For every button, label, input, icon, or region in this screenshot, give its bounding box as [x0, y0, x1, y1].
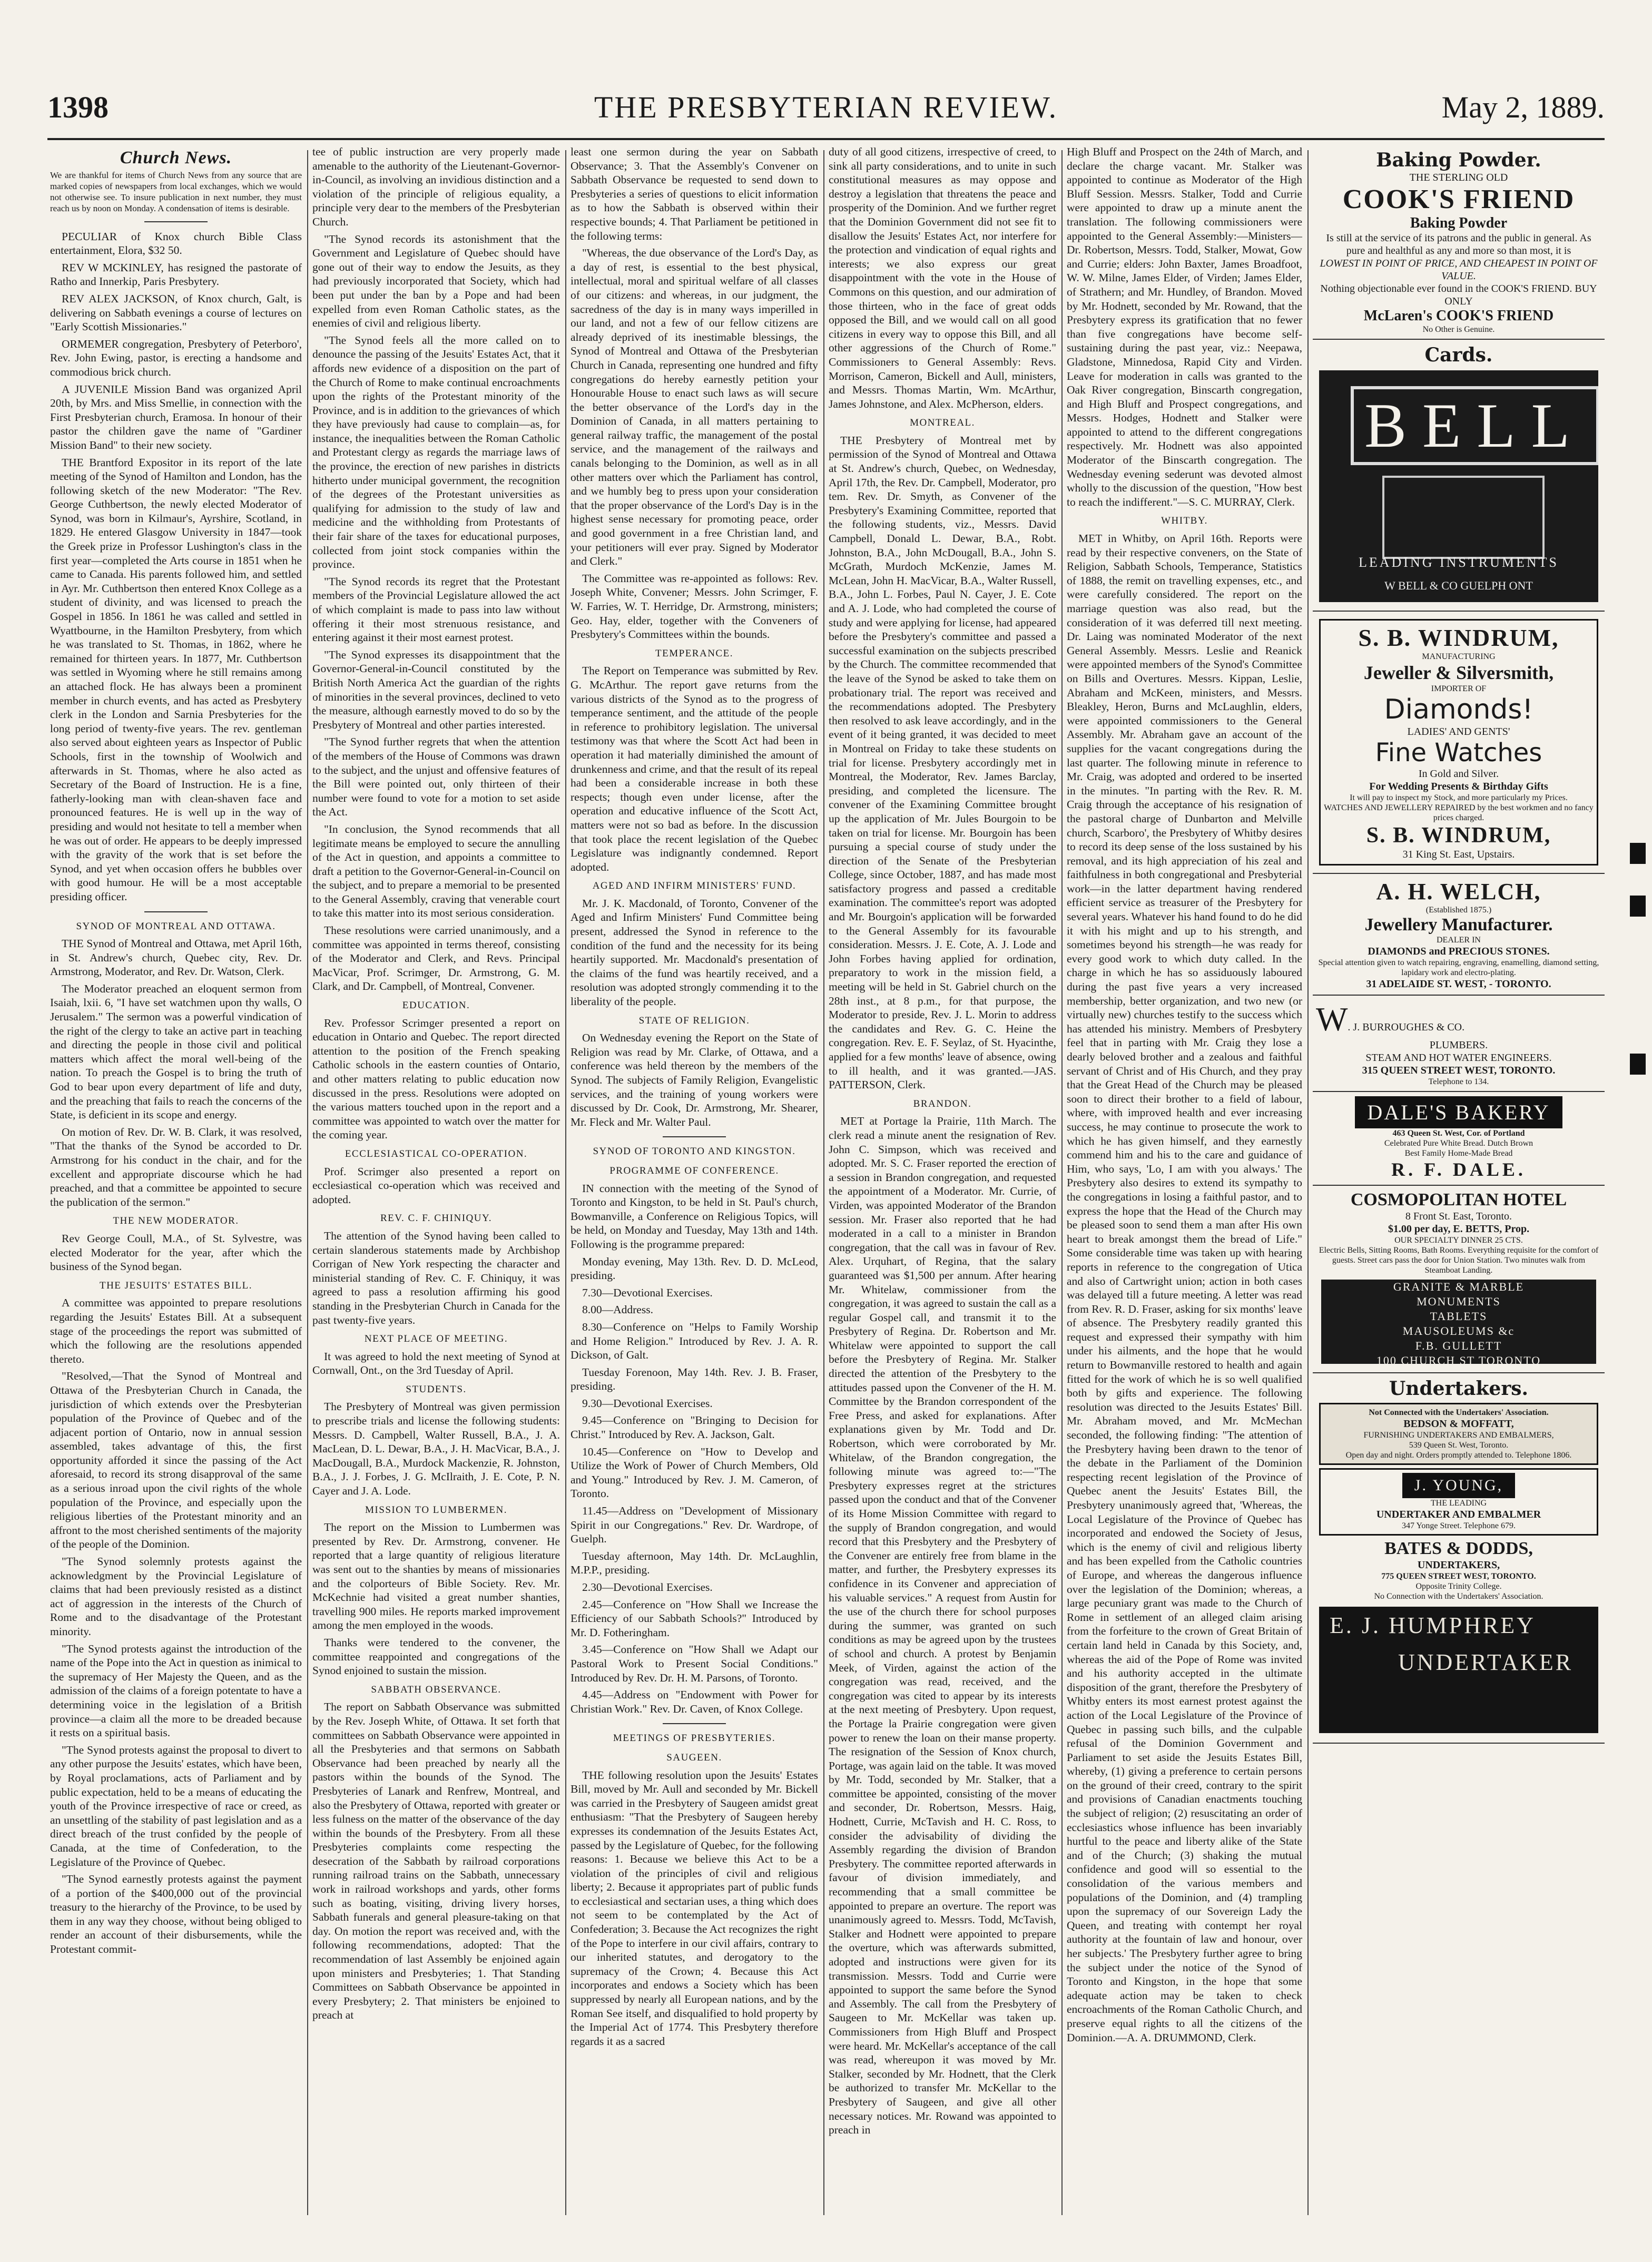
ad-title: S. B. WINDRUM, — [1358, 624, 1559, 651]
news-item: REV ALEX JACKSON, of Knox church, Galt, is delivering on Sabbath evenings a course of lectures on "Early Scottish Missionaries." — [50, 292, 302, 333]
ad-text: No Other is Genuine. — [1422, 325, 1495, 334]
masthead — [47, 90, 1605, 132]
ad-category-heading: Baking Powder. — [1376, 149, 1541, 171]
undertakers-section — [1313, 1373, 1605, 1744]
rule — [663, 1136, 726, 1137]
paragraph: Tuesday afternoon, May 14th. Dr. McLaughlin, M.P.P., presiding. — [571, 1549, 818, 1577]
ad-text: THE LEADING — [1430, 1499, 1487, 1508]
ad-text: 8 Front St. East, Toronto. — [1405, 1211, 1512, 1222]
ad-text: Celebrated Pure White Bread. Dutch Brown — [1384, 1139, 1533, 1148]
paragraph: THE Synod of Montreal and Ottawa, met April 16th, in St. Andrew's church, Quebec city, Rev. Dr. Armstrong, Moderator, and Rev. Dr. Watson, Clerk. — [50, 937, 302, 978]
drop-cap: W — [1316, 1000, 1348, 1038]
paragraph: Monday evening, May 13th. Rev. D. D. McLeod, presiding. — [571, 1255, 818, 1282]
organ-illustration — [1382, 476, 1545, 559]
column-1 — [50, 145, 302, 2220]
paragraph: 4.45—Address on "Endowment with Power for Christian Work." Rev. Dr. Caven, of Knox College. — [571, 1688, 818, 1715]
subsection-heading: EDUCATION. — [402, 1000, 470, 1011]
ad-category-heading: Undertakers. — [1389, 1378, 1529, 1400]
ad-text: LEADING INSTRUMENTS — [1358, 555, 1559, 570]
paragraph: "The Synod records its astonishment that the Government and Legislature of Quebec should have gone out of their way to endow the Jesuits, as they had previously incorporated that Society, which had been put under the ban by a Pope and had been expelled from even Roman Catholic states, as the enemies of civil and religious liberty. — [312, 232, 560, 330]
subsection-heading: STUDENTS. — [406, 1383, 467, 1395]
ad-text: 31 King St. East, Upstairs. — [1402, 849, 1515, 860]
subsection-heading: THE NEW MODERATOR. — [113, 1215, 239, 1227]
rule — [663, 1723, 726, 1724]
ad-text: MANUFACTURING — [1422, 652, 1496, 661]
ad-text: Is still at the service of its patrons and the public in general. As pure and healthful as any and more so than most, it is — [1326, 232, 1591, 257]
ad-text: McLaren's COOK'S FRIEND — [1363, 308, 1554, 324]
church-news-notice: We are thankful for items of Church News from any source that are marked copies of newspapers from local exchanges, which we would not otherwise see. To insure publication in next number, they must reach us by noon on Monday. A condensation of items is desirable. — [50, 170, 302, 213]
ad-text: WATCHES AND JEWELLERY REPAIRED by the best workmen and no fancy prices charged. — [1324, 803, 1594, 822]
column-divider — [565, 150, 566, 2215]
ad-text: UNDERTAKERS, — [1417, 1559, 1500, 1571]
ad-text: Open day and night. Orders promptly attended to. Telephone 1806. — [1345, 1451, 1572, 1460]
monument-ad — [1321, 1280, 1596, 1367]
burroughes-ad — [1313, 996, 1605, 1092]
column-divider — [823, 150, 824, 2215]
ad-text: Not Connected with the Undertakers' Association. — [1369, 1408, 1549, 1417]
ad-text: Best Family Home-Made Bread — [1404, 1149, 1513, 1158]
paragraph: Rev George Coull, M.A., of St. Sylvestre, was elected Moderator for the year, after which the business of the Synod began. — [50, 1232, 302, 1273]
humphrey-undertaker-ad — [1319, 1607, 1598, 1733]
paragraph: duty of all good citizens, irrespective of creed, to sink all party considerations, and to unite in such constitutional measures as may oppose and destroy a legislation that threatens the peace and prosperity of the Dominion. And we further regret that the Dominion Government did not see fit to disallow the Jesuits' Estates Act, nor interfere for the protection and vindication of equal rights and interests; we also express our great disappointment with the vote in the House of Commons on this question, and our admiration of those thirteen, who in the face of great odds opposed the Bill, and we would call on all good citizens in every way to oppose this Bill, and all other aggressions of the Church of Rome." Commissioners to General Assembly: Revs. Morrison, Cameron, Bickell and Aull, ministers, and Messrs. Thomas Martin, Wm. McArthur, James Johnstone, and Alex. McPherson, elders. — [829, 145, 1056, 410]
ad-text: Opposite Trinity College. — [1415, 1582, 1502, 1591]
paragraph: The report on the Mission to Lumbermen was presented by Rev. Dr. Armstrong, convener. He reported that a large quantity of religious literature was sent out to the shanties by means of missionaries and the colporteurs of Bible Society. Rev. Mr. McKechnie had visited a great number shanties, travelling 900 miles. He reports marked improvement among the men employed in the woods. — [312, 1521, 560, 1632]
ad-category-heading: Cards. — [1424, 344, 1493, 366]
paragraph: Mr. J. K. Macdonald, of Toronto, Convener of the Aged and Infirm Ministers' Fund Committee being present, addressed the Synod in reference to the condition of the fund and the necessity for its being heartily supported. Mr. Macdonald's presentation of the claims of the fund was heartily received, and a resolution was adopted strongly commending it to the liberality of the people. — [571, 897, 818, 1008]
paragraph: High Bluff and Prospect on the 24th of March, and declare the charge vacant. Mr. Stalker was appointed to continue as Moderator of the High Bluff Session. Messrs. Stalker, Todd and Currie were appointed to draw up a minute anent the translation. The following commissioners were appointed to the General Assembly:—Ministers—Dr. Robertson, Messrs. Todd, Stalker, Mowat, Gow and Currie; elders: John Baxter, James Broadfoot, W. W. Milne, James Elder, of Virden; James Elder, of Strathern; and Mr. Hundley, of Brandon. Moved by Mr. Hodnett, seconded by Mr. Rowand, that the Presbytery express its gratification that no fewer than five congregations have become self-sustaining during the past year, viz.: Neepawa, Gladstone, Minnedosa, Rapid City and Virden. Leave for moderation in calls was granted to the Oak River congregation, Binscarth congregation, and High Bluff and Prospect congregations, and Messrs. Hodges, Hodnett and Stalker were appointed to attend to the different congregations respectively. Mr. Hodnett was also appointed Moderator of the Binscarth congregation. The Wednesday evening sederunt was devoted almost wholly to the discussion of the question, "How best to reach the indifferent."—S. C. MURRAY, Clerk. — [1067, 145, 1302, 508]
paragraph: 10.45—Conference on "How to Develop and Utilize the Work of Power of Church Members, Old and Young." Introduced by Rev. J. M. Cameron, of Toronto. — [571, 1445, 818, 1500]
news-item: PECULIAR of Knox church Bible Class entertainment, Elora, $32 50. — [50, 230, 302, 257]
ad-text: UNDERTAKER AND EMBALMER — [1376, 1509, 1541, 1520]
paragraph: THE following resolution upon the Jesuits' Estates Bill, moved by Mr. Aull and seconded by Mr. Bickell was carried in the Presbytery of Saugeen amidst great enthusiasm: "That the Presbytery of Saugeen hereby expresses its condemnation of the Jesuits Estates Act, passed by the Legislature of Quebec, for the following reasons: 1. Because we believe this Act to be a violation of the principles of civil and religious liberty; 2. Because it appropriates part of public funds to ecclesiastical and sectarian uses, a thing which does not seem to be contemplated by the Act of Confederation; 3. Because the Act recognizes the right of the Pope to interfere in our civil affairs, contrary to our inherited statutes, and derogatory to the supremacy of the Crown; 4. Because this Act incorporates and endows a Society which has been suppressed by nearly all European nations, and by the Roman See itself, and disqualified to hold property by the Imperial Act of 1774. This Presbytery therefore regards it as a sacred — [571, 1768, 818, 2048]
ad-text: It will pay to inspect my Stock, and more particularly my Prices. — [1350, 793, 1568, 802]
ad-title: . J. BURROUGHES & CO. — [1348, 1021, 1465, 1033]
ad-text: Fine Watches — [1375, 738, 1542, 768]
ad-text: F.B. GULLETT — [1415, 1339, 1502, 1352]
paragraph: 11.45—Address on "Development of Missionary Spirit in our Congregations." Rev. Dr. Wardrope, of Guelph. — [571, 1504, 818, 1546]
ad-text: 775 QUEEN STREET WEST, TORONTO. — [1381, 1572, 1536, 1581]
scan-mark — [1630, 896, 1646, 917]
paragraph: On motion of Rev. Dr. W. B. Clark, it was resolved, "That the thanks of the Synod be accorded to Dr. Armstrong for his conduct in the chair, and for the excellent and appropriate discourse which he had preached, and that a committee be appointed to secure the publication of the sermon." — [50, 1125, 302, 1208]
church-news-heading: Church News. — [120, 148, 232, 168]
cooks-friend-ad — [1313, 145, 1605, 340]
scan-mark — [1630, 1054, 1646, 1075]
paragraph: "Whereas, the due observance of the Lord's Day, as a day of rest, is essential to the best physical, intellectual, moral and spiritual welfare of all classes of our citizens: and whereas, in our judgment, the sacredness of the day is in many ways imperilled in our land, and not a few of our fellow citizens are already deprived of its inestimable blessings, the Synod of Montreal and Ottawa of the Presbyterian Church in Canada, representing one hundred and fifty congregations do hereby earnestly petition your Honourable House to enact such laws as will secure the better observance of the Lord's day in the Dominion of Canada, in all matters pertaining to general railway traffic, the management of the postal service, and the management of the railways and canals belonging to the Dominion, as well as in all other matters over which the Parliament has control, and we humbly beg to press upon your consideration that the proper observance of the Lord's Day is in the highest sense necessary for promoting peace, order and good government in a free Christian land, and your petitioners will ever pray. Signed by Moderator and Clerk." — [571, 247, 818, 568]
paragraph: 3.45—Conference on "How Shall we Adapt our Pastoral Work to Present Social Conditions." Introduced by Rev. Dr. H. M. Parsons, of Toronto. — [571, 1643, 818, 1684]
paragraph: 2.45—Conference on "How Shall we Increase the Efficiency of our Sabbath Schools?" Introduced by Mr. D. Fotheringham. — [571, 1598, 818, 1639]
column-3 — [571, 145, 818, 2220]
column-2 — [312, 145, 560, 2220]
paragraph: THE Presbytery of Montreal met by permission of the Synod of Montreal and Ottawa at St. Andrew's church, Quebec, on Wednesday, April 17th, the Rev. Dr. Campbell, Moderator, pro tem. Rev. Dr. Smyth, as Convener of the Presbytery's Examining Committee, reported that the following students, viz., Messrs. David Campbell, Donald L. Dewar, B.A., Robt. Johnston, B.A., John McDougall, B.A., John S. McGrath, Murdoch McKenzie, James M. McLean, John H. MacVicar, B.A., Walter Russell, B.A., John L. Forbes, Paul N. Cayer, J. E. Cote and A. J. Lode, who had completed the course of study and were applying for license, had appeared before the Presbytery's committee and passed a successful examination on the subjects prescribed by the Church. The committee recommended that the leave of the Synod be asked to take them on probationary trial. The report was received and the recommendations adopted. The Presbytery then resolved to ask leave accordingly, and in the event of it being granted, it was decided to meet in Montreal on Friday to take these students on trial for license. Presbytery accordingly met in Montreal, the Moderator, Rev. James Barclay, presiding, and completed the licensure. The convener of the Examining Committee brought up the application of Mr. Jules Bourgoin to be taken on trial for license. Mr. Bourgoin has been pursuing a special course of study under the direction of the Senate of the Presbyterian College, since October, 1887, and has made most satisfactory progress and passed a creditable examination. The committee's report was adopted and Mr. Bourgoin's application will be forwarded to the General Assembly for its favourable consideration. Messrs. J. E. Cote, A. J. Lode and John Forbes having applied for ordination, preparatory to work in the mission field, a meeting will be held in St. Gabriel church on the 28th inst., at 8 p.m., for that purpose, the Moderator to preside, Rev. J. L. Morin to address the candidates and Rev. G. C. Heine the congregation. Rev. E. F. Seylaz, of St. Hyacinthe, applied for a few months' leave of absence, owing to ill health, and it was granted.—JAS. PATTERSON, Clerk. — [829, 434, 1056, 1091]
paragraph: "The Synod feels all the more called on to denounce the passing of the Jesuits' Estates Act, that it affords new evidence of a disposition on the part of the Church of Rome to make continual encroachments upon the rights of the Protestant minority of the Province, and is in addition to the grievances of which they have previously had cause to complain—as, for instance, the inequalities between the Roman Catholic and Protestant clergy as regards the marriage laws of the province, the erection of new parishes in districts hitherto under municipal government, the recognition of the degrees of the Protestant universities as qualifying for admission to the study of law and medicine and the withholding from Protestants of their fair share of the taxes for educational purposes, collected from joint stock companies within the province. — [312, 333, 560, 571]
section-heading: SYNOD OF MONTREAL AND OTTAWA. — [76, 920, 276, 932]
ad-text: OUR SPECIALTY DINNER 25 CTS. — [1394, 1236, 1523, 1245]
paragraph: 2.30—Devotional Exercises. — [582, 1581, 713, 1594]
ad-text: GRANITE & MARBLE — [1393, 1280, 1525, 1293]
paragraph: "The Synod records its regret that the Protestant members of the Provincial Legislature allowed the act of which complaint is made to pass into law without offering it their most strenuous resistance, and entering against it their most earnest protest. — [312, 575, 560, 644]
ad-title: E. J. HUMPHREY — [1330, 1612, 1536, 1638]
ad-text: PLUMBERS. — [1429, 1039, 1488, 1051]
paragraph: The Report on Temperance was submitted by Rev. G. McArthur. The report gave returns from the various districts of the Synod as to the progress of temperance sentiment, and the attitude of the people in reference to prohibitory legislation. The universal testimony was that where the Scott Act had been in operation it had materially diminished the amount of drunkenness and crime, and that the result of its repeal had been a considerable increase in both these respects; though even under license, after the operation and educative influence of the Scott Act, matters were not so bad as before. In the discussion that took place the recent legislation of the Quebec Legislature was indignantly condemned. Report adopted. — [571, 664, 818, 873]
ad-text: IMPORTER OF — [1431, 684, 1487, 693]
ad-text: Special attention given to watch repairing, engraving, enamelling, diamond setting, lapidary work and electro-plating. — [1318, 958, 1599, 977]
ad-text: (Established 1875.) — [1425, 906, 1492, 914]
paragraph: Tuesday Forenoon, May 14th. Rev. J. B. Fraser, presiding. — [571, 1365, 818, 1393]
ad-text: R. F. DALE. — [1391, 1159, 1526, 1180]
cosmopolitan-hotel-ad — [1313, 1186, 1605, 1373]
ad-text: TABLETS — [1430, 1310, 1488, 1323]
newspaper-title: THE PRESBYTERIAN REVIEW. — [594, 90, 1058, 124]
paragraph: It was agreed to hold the next meeting of Synod at Cornwall, Ont., on the 3rd Tuesday of April. — [312, 1350, 560, 1377]
subsection-heading: AGED AND INFIRM MINISTERS' FUND. — [592, 880, 796, 892]
windrum-ad — [1313, 612, 1605, 874]
ad-text: Electric Bells, Sitting Rooms, Bath Rooms. Everything requisite for the comfort of guests. Street cars pass the door for Union Station. Two minutes walk from Steamboat Landing. — [1319, 1246, 1599, 1275]
ad-text: DEALER IN — [1437, 936, 1481, 945]
cards-section — [1313, 340, 1605, 612]
paragraph: tee of public instruction are very properly made amenable to the authority of the Lieutenant-Governor-in-Council, as involving an invidious distinction and a violation of the principle of religious equality, a principle very dear to the members of the Presbyterian Church. — [312, 145, 560, 228]
subsection-heading: THE JESUITS' ESTATES BILL. — [99, 1280, 252, 1291]
paragraph: Rev. Professor Scrimger presented a report on education in Ontario and Quebec. The report directed attention to the position of the French speaking Catholic schools in the eastern counties of Ontario, and other matters relating to public education now discussed in the press. Resolutions were adopted on the various matters touched upon in the report and a committee was appointed to watch over the matter for the coming year. — [312, 1016, 560, 1142]
paragraph: On Wednesday evening the Report on the State of Religion was read by Mr. Clarke, of Ottawa, and a conference was held thereon by the members of the Synod. The subjects of Family Religion, Evangelistic services, and the training of young workers were discussed by Dr. Cook, Dr. Armstrong, Mr. Shearer, Mr. Fleck and Mr. Walter Paul. — [571, 1031, 818, 1128]
subsection-heading: ECCLESIASTICAL CO-OPERATION. — [345, 1148, 528, 1159]
ad-text: Diamonds! — [1384, 694, 1533, 725]
paragraph: The Moderator preached an eloquent sermon from Isaiah, lxii. 6, "I have set watchmen upon thy walls, O Jerusalem." The sermon was a powerful vindication of the right of the clergy to take an active part in teaching and directing the people in those civil and political matters which affect the moral well-being of the nation. To preach the Gospel is to bring the truth of God to bear upon every department of life and duty, and the preaching that fails to reach the concerns of the State, is deficient in its scope and energy. — [50, 982, 302, 1122]
subsection-heading: PROGRAMME OF CONFERENCE. — [609, 1165, 779, 1176]
ad-text: MONUMENTS — [1417, 1295, 1501, 1308]
section-heading: MEETINGS OF PRESBYTERIES. — [613, 1733, 776, 1744]
ad-text: 100 CHURCH ST TORONTO — [1376, 1354, 1541, 1367]
rule — [144, 221, 208, 222]
ad-text: DIAMONDS and PRECIOUS STONES. — [1368, 946, 1550, 957]
paragraph: 9.30—Devotional Exercises. — [582, 1396, 713, 1410]
subsection-heading: WHITBY. — [1161, 515, 1208, 527]
paragraph: MET in Whitby, on April 16th. Reports were read by their respective conveners, on the State of Religion, Sabbath Schools, Temperance, Statistics of 1888, the remit on travelling expenses, etc., and were carefully considered. The report on the marriage question was also read, but the consideration of it was deferred till next meeting. Dr. Laing was nominated Moderator of the next General Assembly. Messrs. Leslie and Reanick were appointed members of the Synod's Committee on Bills and Overtures. Messrs. Kippan, Leslie, Abraham and McKeen, ministers, and Messrs. Bleakley, Heron, Burns and McLaughlin, elders, were appointed commissioners to the General Assembly. Mr. Abraham gave an account of the supplies for the vacant congregations during the last quarter. The following minute in reference to Mr. Craig, was adopted and ordered to be inserted in the minutes. "In parting with the Rev. R. M. Craig through the acceptance of his resignation of the pastoral charge of Dunbarton and Melville church, Scarboro', the Presbytery of Whitby desires to record its deep sense of the loss sustained by his removal, and its high appreciation of his zeal and faithfulness in both congregational and Presbyterial work—in the latter department having rendered efficient service as treasurer of the Presbytery for several years. Whatever his hand found to do he did it with his might and up to his strength, and sometimes beyond his strength—he was ready for every good work to which duty called. In the charge in which he has so assiduously laboured during the past five years a very increased membership, better organization, and two new (or virtually new) churches testify to the success which has attended his ministry. Members of Presbytery feel that in parting with Mr. Craig they lose a dearly beloved brother and a zealous and faithful servant of Christ and of His Church, and they pray that the Great Head of the Church may be pleased soon to direct their brother to a field of labour, where, with improved health and ever increasing success, he may continue to prosecute the work to which he has given himself, and they earnestly commend him and his to the care and guidance of Him, who says, 'Lo, I am with you always.' The Presbytery also desires to extend its sympathy to the congregations in losing a faithful pastor, and to express the hope that the Head of the Church may be pleased soon to send them a man after His own heart to break amongst them the bread of Life." Some considerable time was taken up with hearing reports in reference to the congregation of Utica and also of Cartwright union; action in both cases was delayed till a future meeting. A letter was read from Rev. R. D. Fraser, asking for six months' leave of absence. The Presbytery readily granted this request and expressed their sympathy with him under his ailments, and the hope that he would return to Bowmanville restored to health and again fitted for the work of which he is so well qualified both by gifts and experience. The following resolution was directed to the Jesuits Estates' Bill. Mr. Abraham moved, and Mr. McMechan seconded, the following finding: "The attention of the Presbytery having been drawn to the tenor of the debate in the Parliament of the Dominion respecting recent legislation of the Province of Quebec anent the Jesuits' Estates Bill, the Presbytery unanimously agreed that, 'Whereas, the Local Legislature of the Province of Quebec has incorporated and endowed the Society of Jesus, which is the enemy of civil and religious liberty and has been expelled from the Catholic countries of Europe, and whereas the dangerous influence over the legislation of the Dominion; whereas, a large pecuniary grant was made to the Church of Rome in settlement of an alleged claim arising from the forfeiture to the crown of Great Britain of certain land held in Canada by this Society, and, whereas the aid of the Pope of Rome was invited and his authority accepted in the ultimate disposition of the grant, therefore the Presbytery of Whitby enters its most earnest protest against the action of the Local Legislature of the Province of Quebec in passing such bills, and the culpable refusal of the Dominion Government and Parliament to set aside the Jesuits Estates Bill, whereby, (1) giving a preference to certain persons on the ground of their creed, contrary to the spirit and provisions of Canadian enactments touching the subject of religion; (2) resuscitating an order of ecclesiastics whose influence has been invariably hurtful to the peace and liberty alike of the State and of the Church; (3) shaking the mutual confidence and good will so essential to the consolidation of the various members and populations of the Dominion, and (4) trampling upon the supremacy of our Sovereign Lady the Queen, and treating with contempt her royal authority at the fountain of law and honour, over her subjects.' The Presbytery further agree to bring the subject under the notice of the Synod of Toronto and Kingston, in the hope that some adequate action may be taken to check encroachments of the Roman Catholic Church, and preserve equal rights to all the citizens of the Dominion.—A. A. DRUMMOND, Clerk. — [1067, 532, 1302, 2044]
paragraph: The attention of the Synod having been called to certain slanderous statements made by Archbishop Corrigan of New York respecting the character and ministerial standing of Rev. C. F. Chiniquy, it was agreed to pass a resolution affirming his good standing in the Presbyterian Church in Canada for the past twenty-five years. — [312, 1229, 560, 1326]
ad-text: LADIES' AND GENTS' — [1407, 726, 1510, 737]
paragraph: Prof. Scrimger also presented a report on ecclesiastical co-operation which was received and adopted. — [312, 1165, 560, 1206]
ad-title: A. H. WELCH, — [1376, 879, 1541, 904]
ad-title: COOK'S FRIEND — [1342, 184, 1575, 214]
paragraph: MET at Portage la Prairie, 11th March. The clerk read a minute anent the resignation of Rev. John C. Simpson, which was received and adopted. Mr. S. C. Fraser reported the erection of a session in Brandon congregation, and requested the appointment of a Moderator. Mr. Currie, of Virden, was appointed Moderator of the Brandon session. Mr. Fraser also reported that he had moderated in a call to a minister in Brandon congregation, that the call was in favour of Rev. Alex. Urquhart, of Regina, that the salary guaranteed was $1,500 per annum. After hearing Mr. Whitelaw, commissioner from the congregation, it was agreed to sustain the call as a regular Gospel call, and transmit it to the Presbytery of Regina. Dr. Robertson and Mr. Whitelaw were appointed to support the call before the Presbytery of Regina. Mr. Stalker directed the attention of the Presbytery to the attitudes passed upon the Convener of the H. M. Committee by the Brandon correspondent of the Free Press, and asked for explanations. After explanations given by Mr. Todd and Dr. Robertson, which were corroborated by Mr. Whitelaw, of the Brandon congregation, the following minute was agreed to:—"The Presbytery expresses regret at the strictures passed upon the conduct and that of the Convener of its Home Mission Committee with regard to the supply of Brandon congregation, and would record that this Presbytery and the Presbytery of the Convener are entirely free from blame in the matter, and further, the Presbytery expresses its confidence in its Convener and appreciation of his valuable services." A request from Austin for the use of the church there for school purposes during the summer, was granted on such conditions as may be agreed upon by the trustees of school and church. A protest by Benjamin Meek, of Virden, against the action of the congregation was read, received, and the congregation was cited to appear by its interests at the next meeting of Presbytery. Upon request, the Portage la Prairie congregation were given power to renew the loan on their manse property. The resignation of the Session of Knox church, Portage, was again laid on the table. It was moved by Mr. Todd, seconded by Mr. Stalker, that a committee be appointed, consisting of the mover and seconder, Dr. Robertson, Messrs. Haig, Hodnett, Currie, McTavish and H. C. Ross, to consider the advisability of dividing the Assembly regarding the division of Brandon Presbytery. The committee reported afterwards in favour of division immediately, and recommending that a small committee be appointed to prepare an overture. The report was unanimously agreed to. Messrs. Todd, McTavish, Stalker and Hodnett were appointed to prepare the overture, which was afterwards submitted, adopted and instructions were given for its transmission. Messrs. Todd and Currie were appointed to support the same before the Synod and Assembly. The call from the Presbytery of Saugeen to Mr. McKellar was taken up. Commissioners from High Bluff and Prospect were heard. Mr. McKellar's acceptance of the call was read, whereupon it was moved by Mr. Stalker, seconded by Mr. Hodnett, that the Clerk be authorized to transfer Mr. McKellar to the Presbytery of Saugeen, and give all other necessary notices. Mr. Rowand was appointed to preach in — [829, 1115, 1056, 2137]
subsection-heading: MISSION TO LUMBERMEN. — [365, 1504, 507, 1516]
ad-text: $1.00 per day, E. BETTS, Prop. — [1388, 1223, 1530, 1235]
ad-text: Baking Powder — [1410, 215, 1508, 231]
bell-logo: BELL — [1351, 386, 1598, 465]
subsection-heading: SAUGEEN. — [666, 1752, 722, 1763]
column-divider — [307, 150, 308, 2215]
paragraph: These resolutions were carried unanimously, and a committee was appointed in terms thereof, consisting of the Moderator and Clerk, and Revs. Principal MacVicar, Prof. Scrimger, Dr. Armstrong, G. M. Clark, and Dr. Campbell, of Montreal, Convener. — [312, 924, 560, 993]
paragraph: "The Synod further regrets that when the attention of the members of the House of Commons was drawn to the subject, and the unjust and offensive features of the Bill were pointed out, only thirteen of their number were found to vote for a motion to set aside the Act. — [312, 735, 560, 819]
paragraph: "The Synod protests against the proposal to divert to any other purpose the Jesuits' estates, which have been, by Royal proclamations, acts of Parliament and by public expectation, held to be a means of educating the youth of the Province irrespective of race or creed, as an unsettling of the stability of past legislation and as a direct breach of the trust confided by the people of Canada, at the time of Confederation, to the Legislature of the Province of Quebec. — [50, 1743, 302, 1868]
paragraph: "The Synod protests against the introduction of the name of the Pope into the Act in question as inimical to the supremacy of Her Majesty the Queen, and as the admission of the claims of a foreign potentate to have a determining voice in the legislation of a British province—a claim all the more to be dreaded because it rests on a spiritual basis. — [50, 1642, 302, 1739]
welch-ad — [1313, 874, 1605, 996]
ad-text: Jewellery Manufacturer. — [1364, 915, 1553, 935]
paragraph: IN connection with the meeting of the Synod of Toronto and Kingston, to be held in St. Paul's church, Bowmanville, a Conference on Religious Topics, will be held, on Monday and Tuesday, May 13th and 14th. Following is the programme prepared: — [571, 1182, 818, 1251]
rule — [144, 911, 208, 912]
masthead-rule — [47, 138, 1605, 140]
ad-text: For Wedding Presents & Birthday Gifts — [1369, 781, 1548, 792]
column-5 — [1067, 145, 1302, 2220]
ad-text: Jeweller & Silversmith, — [1363, 662, 1554, 683]
ad-title: J. YOUNG, — [1402, 1473, 1515, 1498]
ad-text: In Gold and Silver. — [1418, 768, 1499, 780]
column-4 — [829, 145, 1056, 2220]
subsection-heading: NEXT PLACE OF MEETING. — [364, 1333, 508, 1345]
paragraph: A committee was appointed to prepare resolutions regarding the Jesuits' Estates Bill. At a subsequent stage of the proceedings the report was submitted of which the following are the resolutions appended thereto. — [50, 1296, 302, 1365]
section-heading: SYNOD OF TORONTO AND KINGSTON. — [593, 1146, 796, 1157]
ad-text: Nothing objectionable ever found in the COOK'S FRIEND. BUY ONLY — [1320, 283, 1597, 307]
ad-text: W BELL & CO GUELPH ONT — [1384, 579, 1533, 592]
ad-text: 463 Queen St. West, Cor. of Portland — [1392, 1129, 1525, 1138]
ad-text: 31 ADELAIDE ST. WEST, - TORONTO. — [1366, 978, 1551, 990]
paragraph: 8.00—Address. — [582, 1303, 653, 1316]
paragraph: The Presbytery of Montreal was given permission to prescribe trials and license the following students: Messrs. D. Campbell, Walter Russell, B.A., J. A. MacLean, D. L. Dewar, B.A., J. H. MacVicar, B.A., J. MacDougall, B.A., Murdock Mackenzie, R. Johnston, B.A., J. J. Forbes, J. G. McIlraith, J. E. Cote, P. N. Cayer and J. A. Lode. — [312, 1400, 560, 1498]
column-divider — [1061, 150, 1063, 2215]
ad-title: BATES & DODDS, — [1384, 1539, 1533, 1558]
news-item: ORMEMER congregation, Presbytery of Peterboro', Rev. John Ewing, pastor, is erecting a handsome and commodious brick church. — [50, 337, 302, 378]
page-number: 1398 — [47, 90, 109, 124]
dales-bakery-ad — [1313, 1092, 1605, 1186]
paragraph: The Committee was re-appointed as follows: Rev. Joseph White, Convener; Messrs. John Scrimger, F. W. Farries, W. T. Herridge, Dr. Armstrong, ministers; Geo. Hay, elder, together with the Conveners of Presbytery's Committees within the bounds. — [571, 572, 818, 641]
paragraph: least one sermon during the year on Sabbath Observance; 3. That the Assembly's Convener on Sabbath Observance be requested to send down to Presbyteries a series of questions to elicit information as to how the Sabbath is observed within their respective bounds; 4. That Parliament be petitioned in the following terms: — [571, 145, 818, 242]
paragraph: "The Synod solemnly protests against the acknowledgment by the Provincial Legislature of claims that had been previously resisted as a distinct act of aggression in the interests of the Church of Rome and to the disadvantage of the Protestant minority. — [50, 1555, 302, 1638]
ad-text: THE STERLING OLD — [1409, 172, 1508, 183]
subsection-heading: BRANDON. — [913, 1098, 972, 1109]
ad-title: DALE'S BAKERY — [1355, 1096, 1562, 1128]
subsection-heading: TEMPERANCE. — [655, 647, 733, 659]
scan-mark — [1630, 843, 1646, 864]
paragraph: "Resolved,—That the Synod of Montreal and Ottawa of the Presbyterian Church in Canada, the jurisdiction of which extends over the Presbyterian population of the Province of Quebec and of the adjacent portion of Ontario, now in annual session assembled, takes advantage of this, the first opportunity afforded it since the passing of the Act aforesaid, to record its strong disapproval of the same as a serious inroad upon the civil rights of the whole population of the Province, and especially upon the religious liberties of the Protestant minority and an affront to the most cherished sentiments of the majority of the people of the Dominion. — [50, 1370, 302, 1551]
news-item: A JUVENILE Mission Band was organized April 20th, by Mrs. and Miss Smellie, in connection with the First Presbyterian church, Eramosa. In honour of their pastor the children gave the name of "Gardiner Mission Band" to their new society. — [50, 382, 302, 451]
ad-text: 315 QUEEN STREET WEST, TORONTO. — [1362, 1065, 1556, 1076]
paragraph: 7.30—Devotional Exercises. — [582, 1286, 713, 1299]
paragraph: 9.45—Conference on "Bringing to Decision for Christ." Introduced by Rev. A. Jackson, Galt. — [571, 1414, 818, 1441]
subsection-heading: REV. C. F. CHINIQUY. — [380, 1213, 492, 1224]
paragraph: Thanks were tendered to the convener, the committee reappointed and congregations of the Synod enjoined to sustain the mission. — [312, 1636, 560, 1677]
ad-title: COSMOPOLITAN HOTEL — [1350, 1190, 1567, 1209]
ad-text: No Connection with the Undertakers' Association. — [1374, 1592, 1543, 1601]
ad-text: STEAM AND HOT WATER ENGINEERS. — [1365, 1052, 1552, 1064]
paragraph: "The Synod earnestly protests against the payment of a portion of the $400,000 out of the provincial treasury to the hierarchy of the Province, to be used by them in any way they choose, without being obliged to render an account of their disbursements, while the Protestant commit- — [50, 1873, 302, 1956]
ad-text: 347 Yonge Street. Telephone 679. — [1402, 1521, 1516, 1530]
column-divider — [1307, 150, 1309, 2215]
subsection-heading: SABBATH OBSERVANCE. — [371, 1684, 502, 1695]
bell-organ-ad — [1319, 370, 1598, 602]
paragraph: 8.30—Conference on "Helps to Family Worship and Home Religion." Introduced by Rev. J. A. R. Dickson, of Galt. — [571, 1320, 818, 1362]
news-item: THE Brantford Expositor in its report of the late meeting of the Synod of Hamilton and London, has the following sketch of the new Moderator: "The Rev. George Cuthbertson, the newly elected Moderator of Synod, was born in Kilmaur's, Ayrshire, Scotland, in 1829. He entered Glasgow University in 1847—took the Greek prize in Professor Lushington's class in the first year—completed the Arts course in 1851 when he came to Canada. His parents followed him, and settled in Ayr. Mr. Cuthbertson then entered Knox College as a student of divinity, and was licensed to preach the Gospel in 1856. In 1861 he was called and settled in Wyattbourne, in the Hamilton Presbytery, from which he was translated to St. Thomas, in 1862, where he remained for thirteen years. In 1877, Mr. Cuthbertson was settled in Wyoming where he still remains among an attached flock. He has always been a prominent member in church events, and has acted as Presbytery clerk in the London and Sarnia Presbyteries for the long period of twenty-five years. The rev. gentleman also served about eighteen years as Inspector of Public Schools, first in the township of Woolwich and afterwards in St. Thomas, where he also acted as Secretary of the Board of Instruction. He is a fine, fatherly-looking man with clean-shaven face and pronounced features. He is well up in the way of presiding and would not hesitate to tell a member when he was out of order. He appears to be deeply impressed with the gravity of the work that is set before the Synod, and yet when occasion offers he bubbles over with good humour. He will be a most acceptable presiding officer. — [50, 456, 302, 903]
issue-date: May 2, 1889. — [1441, 90, 1605, 124]
ad-text: LOWEST IN POINT OF PRICE, AND CHEAPEST IN POINT OF VALUE. — [1320, 258, 1598, 282]
paragraph: "In conclusion, the Synod recommends that all legitimate means be employed to secure the annulling of the Act in question, and appoints a committee to draft a petition to the Governor-General-in-Council on the subject, and to prepare a memorial to be presented to the General Assembly, craving that venerable court to take this matter into its most serious consideration. — [312, 822, 560, 920]
ad-text: UNDERTAKER — [1398, 1649, 1574, 1675]
subsection-heading: MONTREAL. — [910, 417, 975, 429]
ad-text: FURNISHING UNDERTAKERS AND EMBALMERS, — [1363, 1431, 1554, 1440]
paragraph: "The Synod expresses its disappointment that the Governor-General-in-Council constituted by the British North America Act the guardian of the rights of minorities in the several provinces, declined to veto the measure, although earnestly moved to do so by the Presbytery of Montreal and other parties interested. — [312, 648, 560, 731]
ad-text: 539 Queen St. West, Toronto. — [1409, 1441, 1509, 1450]
subsection-heading: STATE OF RELIGION. — [638, 1015, 750, 1026]
ad-text: S. B. WINDRUM, — [1366, 823, 1551, 848]
news-item: REV W MCKINLEY, has resigned the pastorate of Ratho and Innerkip, Paris Presbytery. — [50, 261, 302, 288]
ad-text: MAUSOLEUMS &c — [1402, 1324, 1515, 1337]
ad-title: BEDSON & MOFFATT, — [1403, 1418, 1514, 1430]
paragraph: The report on Sabbath Observance was submitted by the Rev. Joseph White, of Ottawa. It set forth that committees on Sabbath Observance were appointed in all the Presbyteries and that sermons on Sabbath Observance had been preached by nearly all the pastors within the bounds of the Synod. The Presbyteries of Lanark and Renfrew, Montreal, and also the Presbytery of Ottawa, reported with greater or less fulness on the matter of the observance of the day within the bounds of the Presbytery. From all these Presbyteries complaints come respecting the desecration of the Sabbath by railroad corporations running railroad trains on the Sabbath, unnecessary work in railroad workshops and yards, other forms such as boating, visiting, driving livery horses, Sabbath funerals and general pleasure-taking on that day. On motion the report was received and, with the following recommendations, adopted: That the recommendation of last Assembly be enjoined again upon ministers and Presbyteries; 1. That Standing Committees on Sabbath Observance be appointed in every Presbytery; 2. That ministers be enjoined to preach at — [312, 1700, 560, 2022]
advertisement-column — [1313, 145, 1605, 2220]
ad-text: Telephone to 134. — [1428, 1077, 1489, 1086]
